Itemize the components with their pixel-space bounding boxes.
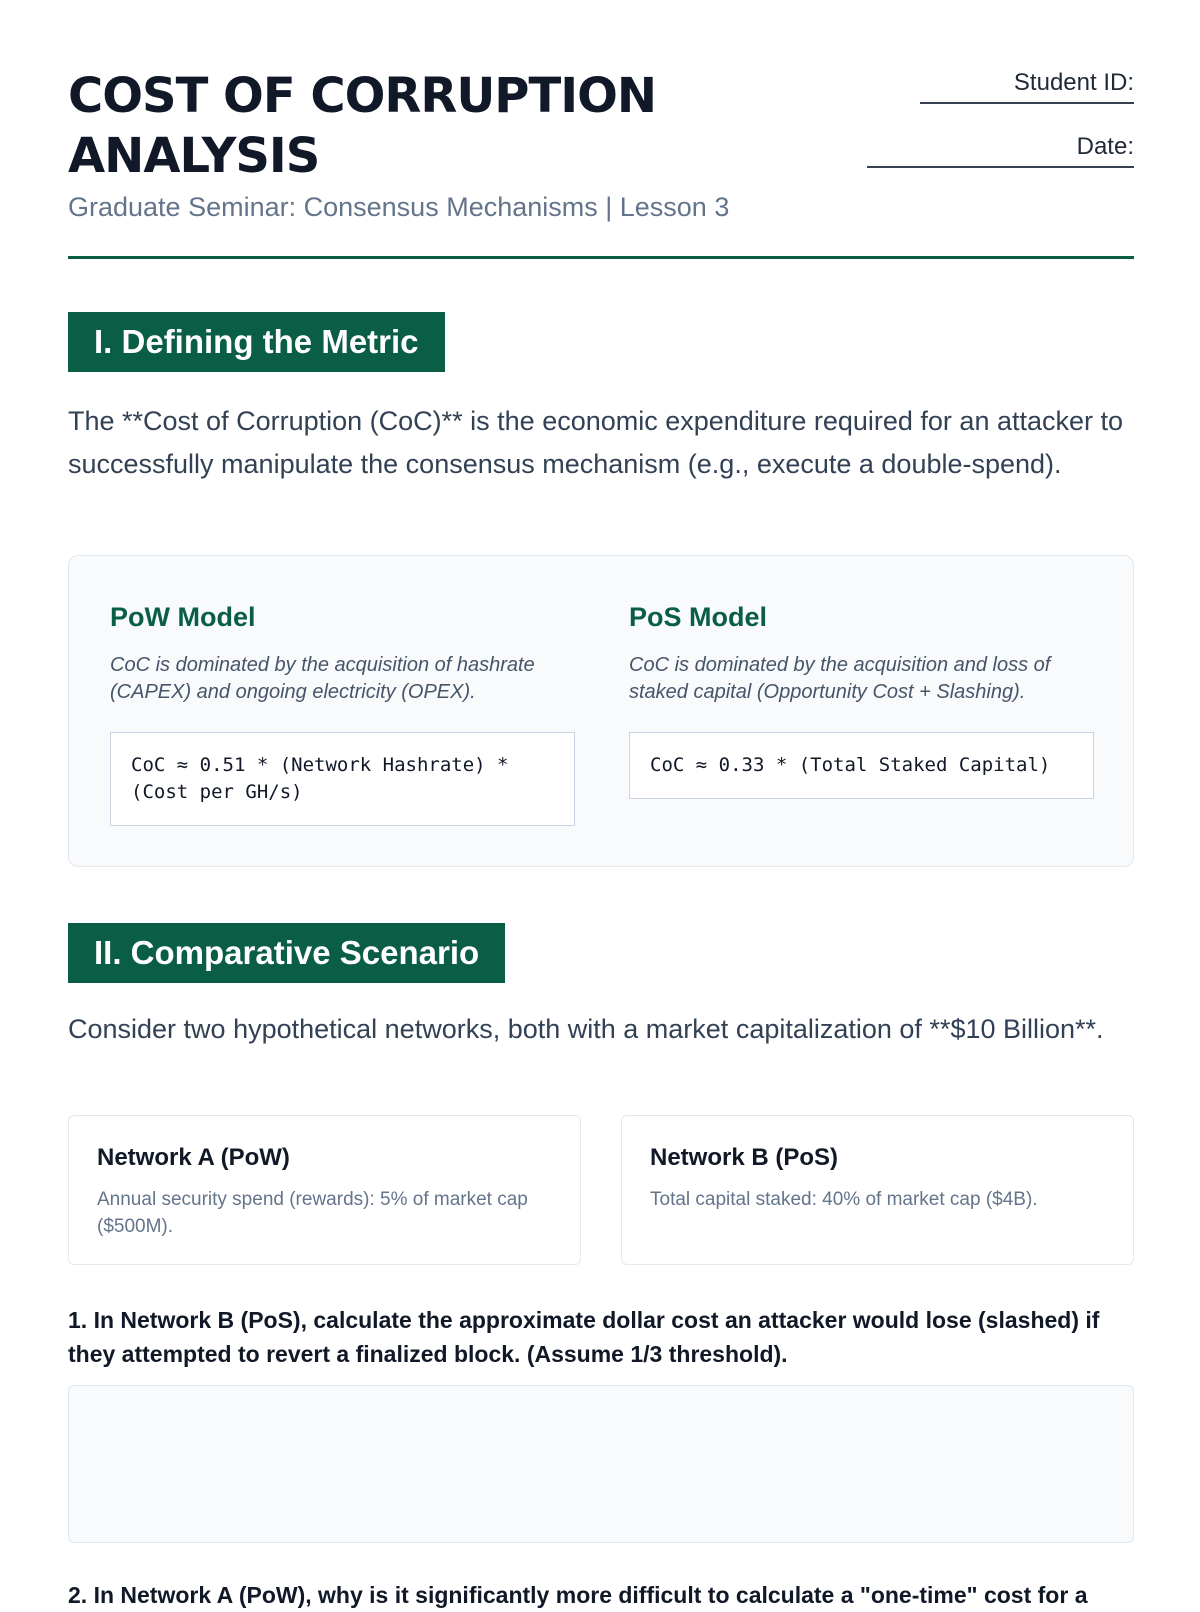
date-field[interactable]: [867, 166, 1134, 168]
pos-model-description: CoC is dominated by the acquisition and loss of staked capital (Opportunity Cost + Slashing).: [629, 654, 1051, 703]
pow-model: [110, 600, 575, 826]
question-1: 1. In Network B (PoS), calculate the approximate dollar cost an attacker would lose (slashed) if they attempted to revert a finalized block. (Assume 1/3 threshold).: [68, 1307, 1100, 1367]
scenario-intro-text: Consider two hypothetical networks, both with a market capitalization of **$10 Billion**.: [68, 1014, 1104, 1044]
network-a-card: [68, 1115, 581, 1265]
pow-formula: CoC ≈ 0.51 * (Network Hashrate) * (Cost per GH/s): [110, 732, 575, 826]
models-panel: [68, 555, 1134, 867]
page-title: COST OF CORRUPTION ANALYSIS: [68, 68, 657, 184]
metric-definition-text: The **Cost of Corruption (CoC)** is the economic expenditure required for an attacker to successfully manipulate the consensus mechanism (e.g., execute a double-spend).: [68, 406, 1124, 479]
student-id-field[interactable]: [920, 102, 1134, 104]
pow-model-title: PoW Model: [110, 602, 256, 632]
network-b-text: Total capital staked: 40% of market cap ($4B).: [650, 1189, 1038, 1210]
student-id-label: Student ID:: [1013, 69, 1134, 96]
section-heading-defining-metric: I. Defining the Metric: [68, 312, 445, 372]
network-b-card: [621, 1115, 1134, 1265]
network-a-text: Annual security spend (rewards): 5% of market cap ($500M).: [97, 1189, 528, 1237]
network-b-title: Network B (PoS): [650, 1144, 839, 1171]
date-label: Date:: [1076, 133, 1134, 160]
question-2: 2. In Network A (PoW), why is it significantly more difficult to calculate a "one-time" cost for a: [68, 1582, 1088, 1608]
network-a-title: Network A (PoW): [97, 1144, 290, 1171]
pow-model-description: CoC is dominated by the acquisition of hashrate (CAPEX) and ongoing electricity (OPEX).: [110, 654, 535, 703]
section-heading-comparative-scenario: II. Comparative Scenario: [68, 923, 505, 983]
pos-model-title: PoS Model: [629, 602, 768, 632]
page-subtitle: Graduate Seminar: Consensus Mechanisms | Lesson 3: [68, 192, 730, 222]
pos-formula: CoC ≈ 0.33 * (Total Staked Capital): [629, 732, 1094, 799]
worksheet-header: [68, 66, 1134, 259]
answer-box-1[interactable]: [68, 1385, 1134, 1543]
student-info: [854, 68, 1134, 196]
pos-model: [629, 600, 1094, 799]
